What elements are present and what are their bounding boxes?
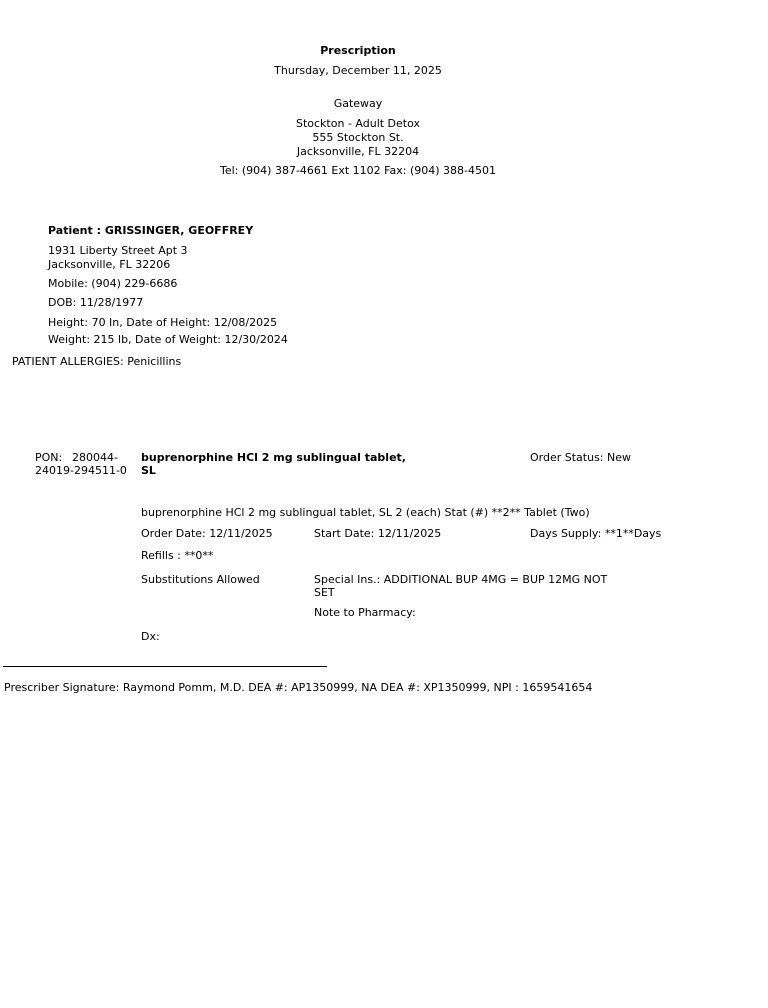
facility-location: Stockton - Adult Detox: [295, 117, 421, 130]
refills: Refills : **0**: [141, 549, 214, 562]
start-date: Start Date: 12/11/2025: [314, 527, 442, 540]
drug-name-line1: buprenorphine HCl 2 mg sublingual tablet,: [141, 451, 406, 464]
patient-weight: Weight: 215 lb, Date of Weight: 12/30/2024: [48, 333, 288, 346]
pon-number-part1: 280044-: [72, 451, 118, 464]
order-date: Order Date: 12/11/2025: [141, 527, 273, 540]
patient-name: Patient : GRISSINGER, GEOFFREY: [48, 224, 254, 237]
prescriber-signature: Prescriber Signature: Raymond Pomm, M.D. DEA #: AP1350999, NA DEA #: XP1350999, NPI : 1659541654: [4, 681, 593, 694]
document-title: Prescription: [320, 44, 396, 57]
patient-allergies: PATIENT ALLERGIES: Penicillins: [12, 355, 182, 368]
patient-mobile: Mobile: (904) 229-6686: [48, 277, 178, 290]
note-to-pharmacy: Note to Pharmacy:: [314, 606, 416, 619]
diagnosis: Dx:: [141, 630, 160, 643]
facility-contact: Tel: (904) 387-4661 Ext 1102 Fax: (904) 388-4501: [220, 164, 496, 177]
patient-height: Height: 70 In, Date of Height: 12/08/2025: [48, 316, 278, 329]
patient-dob: DOB: 11/28/1977: [48, 296, 144, 309]
signature-rule: [3, 666, 327, 667]
days-supply: Days Supply: **1**Days: [530, 527, 662, 540]
document-date: Thursday, December 11, 2025: [274, 64, 442, 77]
pon-label: PON:: [35, 451, 63, 464]
facility-street: 555 Stockton St.: [312, 131, 404, 144]
patient-address-line2: Jacksonville, FL 32206: [48, 258, 171, 271]
pon-number-part2: 24019-294511-0: [35, 464, 127, 477]
special-instructions-line2: SET: [314, 586, 335, 599]
order-status: Order Status: New: [530, 451, 632, 464]
drug-name-line2: SL: [141, 464, 156, 477]
special-instructions-line1: Special Ins.: ADDITIONAL BUP 4MG = BUP 12MG NOT: [314, 573, 608, 586]
substitutions: Substitutions Allowed: [141, 573, 260, 586]
facility-name: Gateway: [333, 97, 383, 110]
patient-address-line1: 1931 Liberty Street Apt 3: [48, 244, 188, 257]
sig-line: buprenorphine HCl 2 mg sublingual tablet, SL 2 (each) Stat (#) **2** Tablet (Two): [141, 506, 590, 519]
facility-city: Jacksonville, FL 32204: [296, 145, 420, 158]
